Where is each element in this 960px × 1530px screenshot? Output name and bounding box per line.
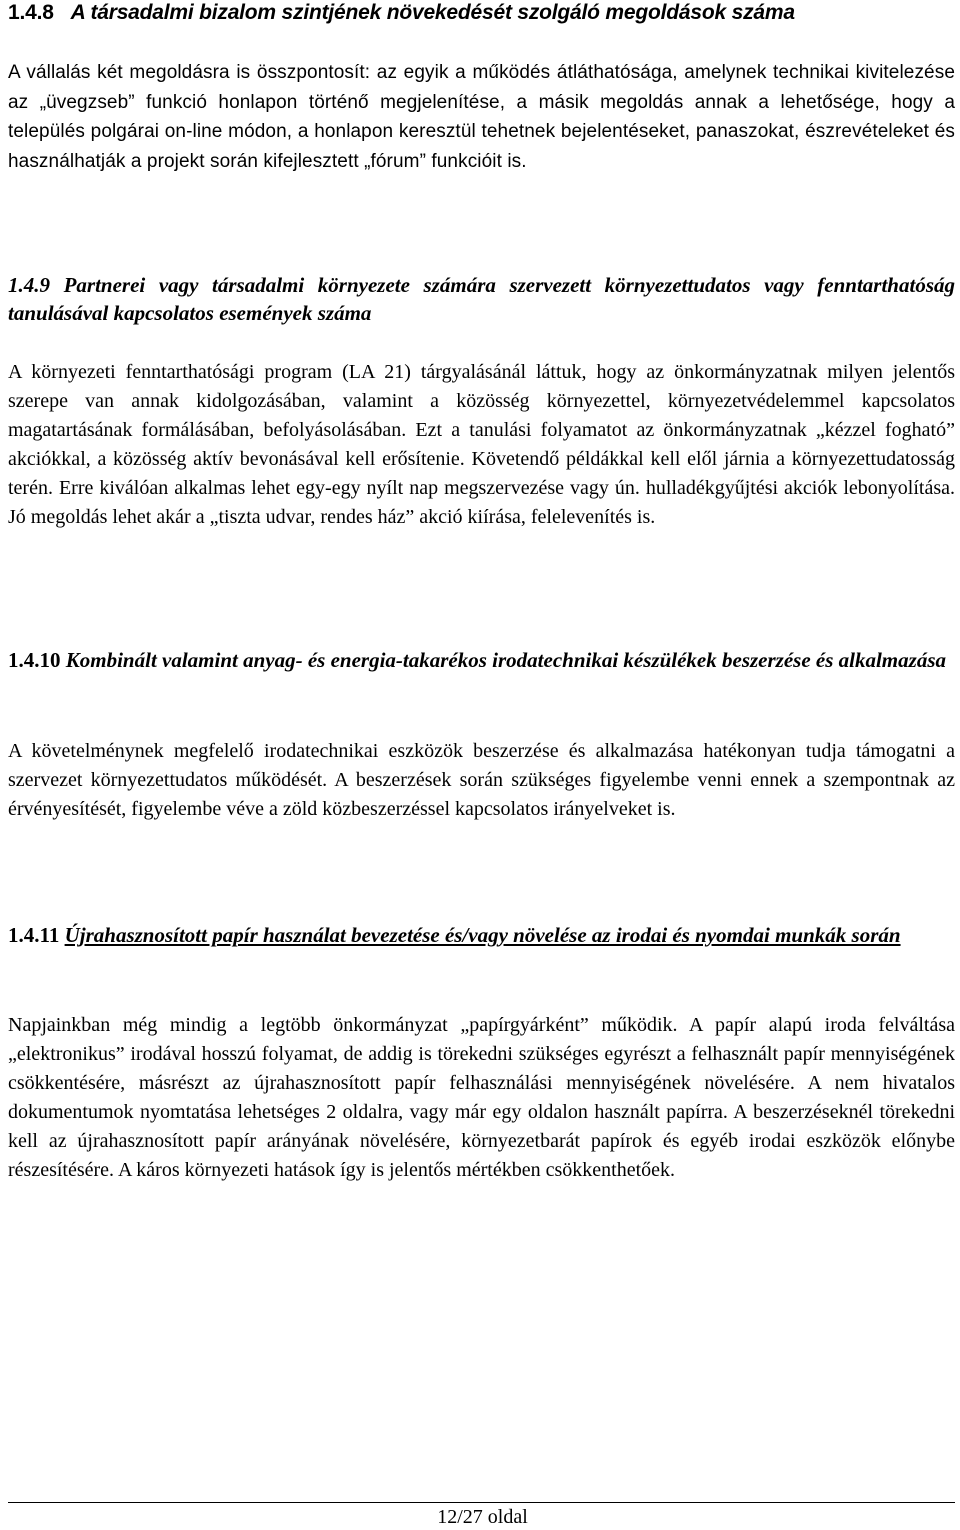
section-number: 1.4.8 (8, 1, 54, 24)
section-1-4-9 (8, 271, 955, 528)
section-number: 1.4.10 (8, 648, 61, 672)
section-paragraph: A vállalás két megoldásra is összpontosít: az egyik a működés átláthatósága, amelynek technikai kivitelezése az „üvegzseb” funkció honlapon történő megjelenítése, a másik megoldás annak a lehetősége, hogy a település polgárai on-line módon, a honlapon keresztül tehetnek bejelentéseket, panaszokat, észrevételeket és használhatják a projekt során kifejlesztett „fórum” funkcióit is. (8, 62, 955, 172)
section-heading (8, 646, 955, 674)
page-number: 12/27 oldal (437, 1506, 528, 1528)
section-number: 1.4.9 (8, 273, 50, 297)
section-title: Kombinált valamint anyag- és energia-takarékos irodatechnikai készülékek beszerzése és alkalmazása (65, 648, 946, 672)
section-1-4-8 (8, 0, 955, 172)
section-title: Újrahasznosított papír használat bevezetése és/vagy növelése az irodai és nyomdai munkák során (64, 923, 901, 947)
section-paragraph: A követelménynek megfelelő irodatechnikai eszközök beszerzése és alkalmazása hatékonyan tudja támogatni a szervezet környezettudatos működését. A beszerzések során szükséges figyelembe venni ennek a szempontnak az érvényesítését, figyelembe véve a zöld közbeszerzéssel kapcsolatos irányelveket is. (8, 740, 955, 820)
section-paragraph: A környezeti fenntarthatósági program (LA 21) tárgyalásánál láttuk, hogy az önkormányzatnak milyen jelentős szerepe van annak kidolgozásában, valamint a közösség környezettel, környezetvédelemmel kapcsolatos magatartásának formálásában, befolyásolásában. Ezt a tanulási folyamatot az önkormányzatnak „kézzel fogható” akciókkal, a közösség aktív bevonásával kell erősítenie. Követendő példákkal kell elől járnia a környezettudatosság terén. Erre kiválóan alkalmas lehet egy-egy nyílt nap megszervezése vagy ún. hulladékgyűjtési akciók lebonyolítása. Jó megoldás lehet akár a „tiszta udvar, rendes ház” akció kiírása, felelevenítés is. (8, 361, 955, 528)
section-paragraph: Napjainkban még mindig a legtöbb önkormányzat „papírgyárként” működik. A papír alapú iroda felváltása „elektronikus” irodával hosszú folyamat, de addig is törekedni szükséges egyrészt a felhasznált papír mennyiségének csökkentésére, másrészt az újrahasznosított papír felhasználási mennyiségének növelésére. A nem hivatalos dokumentumok nyomtatása lehetséges 2 oldalra, vagy már egy oldalon használt papírra. A beszerzéseknél törekedni kell az újrahasznosított papír arányának növelésére, környezetbarát papírok és egyéb irodai eszközök előnybe részesítésére. A káros környezeti hatások így is jelentős mértékben csökkenthetőek. (8, 1014, 955, 1181)
section-heading (8, 921, 955, 949)
section-1-4-10 (8, 646, 955, 820)
section-number: 1.4.11 (8, 923, 60, 947)
section-1-4-11 (8, 921, 955, 1181)
section-title: Partnerei vagy társadalmi környezete számára szervezett környezettudatos vagy fenntarthatóság tanulásával kapcsolatos események száma (8, 273, 955, 325)
section-heading (8, 271, 955, 327)
section-title: A társadalmi bizalom szintjének növekedését szolgáló megoldások száma (70, 1, 795, 24)
footer-divider (8, 1502, 955, 1503)
section-heading (8, 0, 955, 27)
